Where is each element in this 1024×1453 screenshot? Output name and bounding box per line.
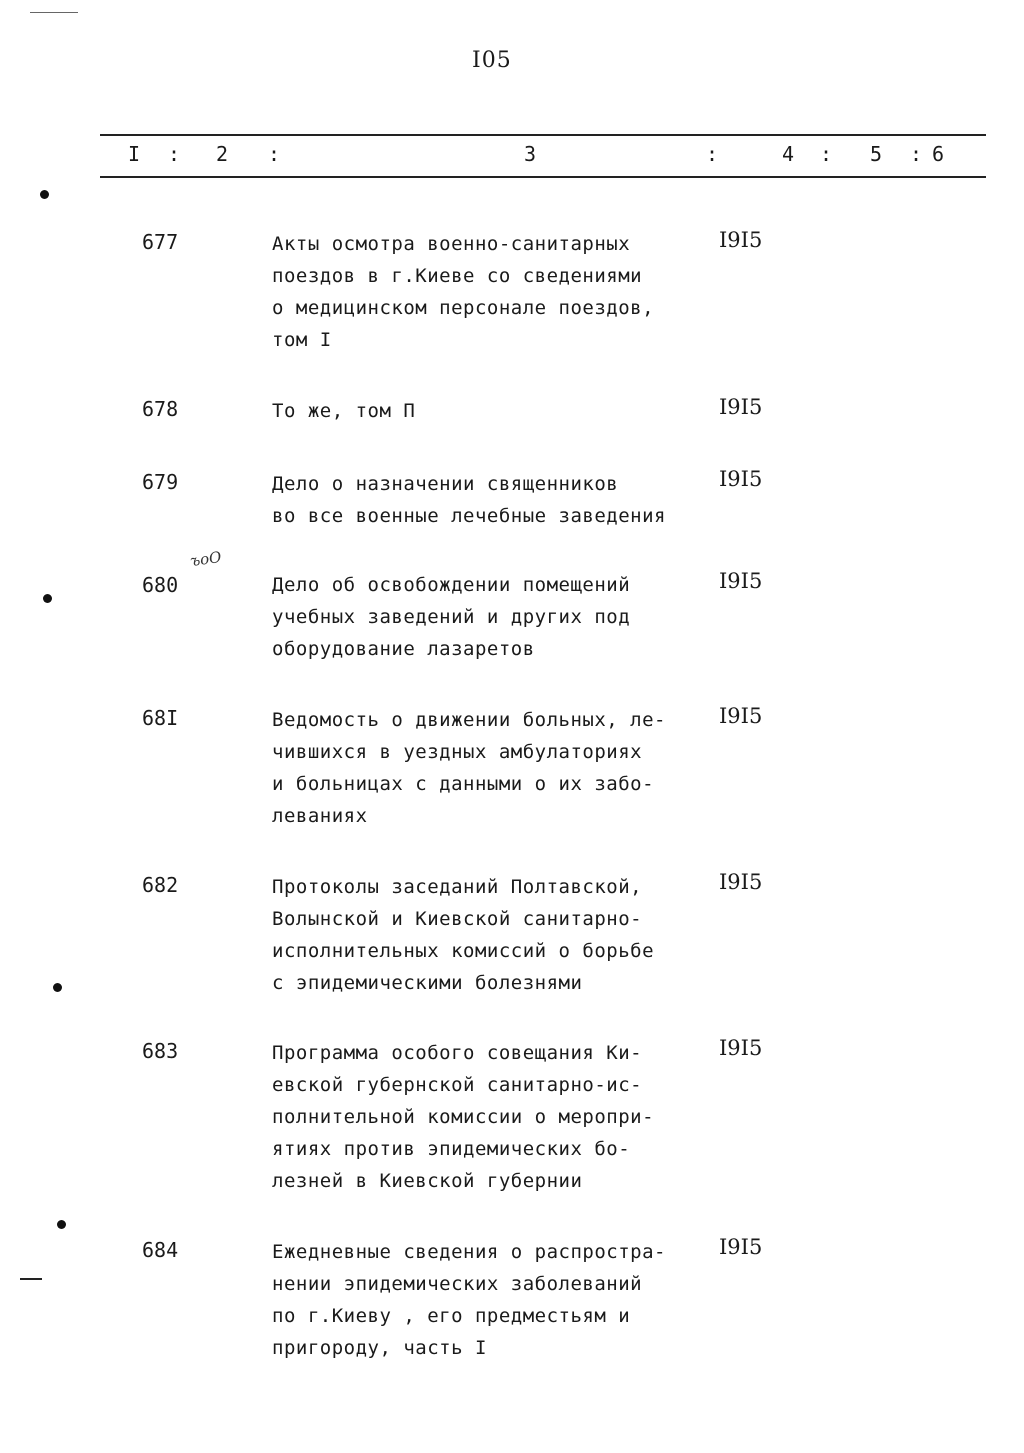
handwritten-margin-note: ъоО [188,547,223,571]
entry-year: I9I5 [719,569,763,593]
entry-title: Протоколы заседаний Полтавской, Волынской и Киевской санитарно- исполнительных комиссий о борьбе с эпидемическими болезнями [272,876,655,994]
entry-number: 682 [142,873,179,897]
page-number: I05 [472,48,512,73]
entry-number: 684 [142,1238,179,1262]
header-col-1: I [128,142,141,166]
entry-year: I9I5 [719,870,763,894]
entry-title: Программа особого совещания Ки- евской губернской санитарно-ис- полнительной комиссии о меропри- ятиях против эпидемических бо- лезней в Киевской губернии [272,1042,655,1192]
header-separator: : [910,142,923,166]
entry-number: 677 [142,230,179,254]
header-separator: : [706,142,719,166]
header-separator: : [820,142,833,166]
header-separator: : [268,142,281,166]
entry-year: I9I5 [719,1235,763,1259]
entry-title: Акты осмотра военно-санитарных поездов в г.Киеве со сведениями о медицинском персонале поездов, том I [272,233,655,351]
entry-year: I9I5 [719,228,763,252]
header-separator: : [168,142,181,166]
margin-mark [30,12,78,13]
entry-year: I9I5 [719,1036,763,1060]
margin-mark [20,1278,42,1280]
entry-number: 68I [142,706,179,730]
punch-hole [53,983,62,992]
entry-year: I9I5 [719,467,763,491]
entry-year: I9I5 [719,704,763,728]
entry-year: I9I5 [719,395,763,419]
entry-number: 680 [142,573,179,597]
entry-number: 678 [142,397,179,421]
punch-hole [57,1220,66,1229]
header-col-6: 6 [932,142,945,166]
entry-number: 683 [142,1039,179,1063]
header-col-3: 3 [524,142,537,166]
table-header-top-rule [100,134,986,136]
entry-title: Дело о назначении священников во все военные лечебные заведения [272,473,666,527]
punch-hole [43,594,52,603]
entry-title: Ведомость о движении больных, ле- чившихся в уездных амбулаториях и больницах с данными о их забо- леваниях [272,709,666,827]
punch-hole [40,190,49,199]
header-col-4: 4 [782,142,795,166]
entry-title: Ежедневные сведения о распростра- нении эпидемических заболеваний по г.Киеву , его предместьям и пригороду, часть I [272,1241,666,1359]
entry-number: 679 [142,470,179,494]
entry-title: То же, том П [272,400,416,422]
header-col-5: 5 [870,142,883,166]
entry-title: Дело об освобождении помещений учебных заведений и других под оборудование лазаретов [272,574,631,660]
header-col-2: 2 [216,142,229,166]
table-header-bottom-rule [100,176,986,178]
